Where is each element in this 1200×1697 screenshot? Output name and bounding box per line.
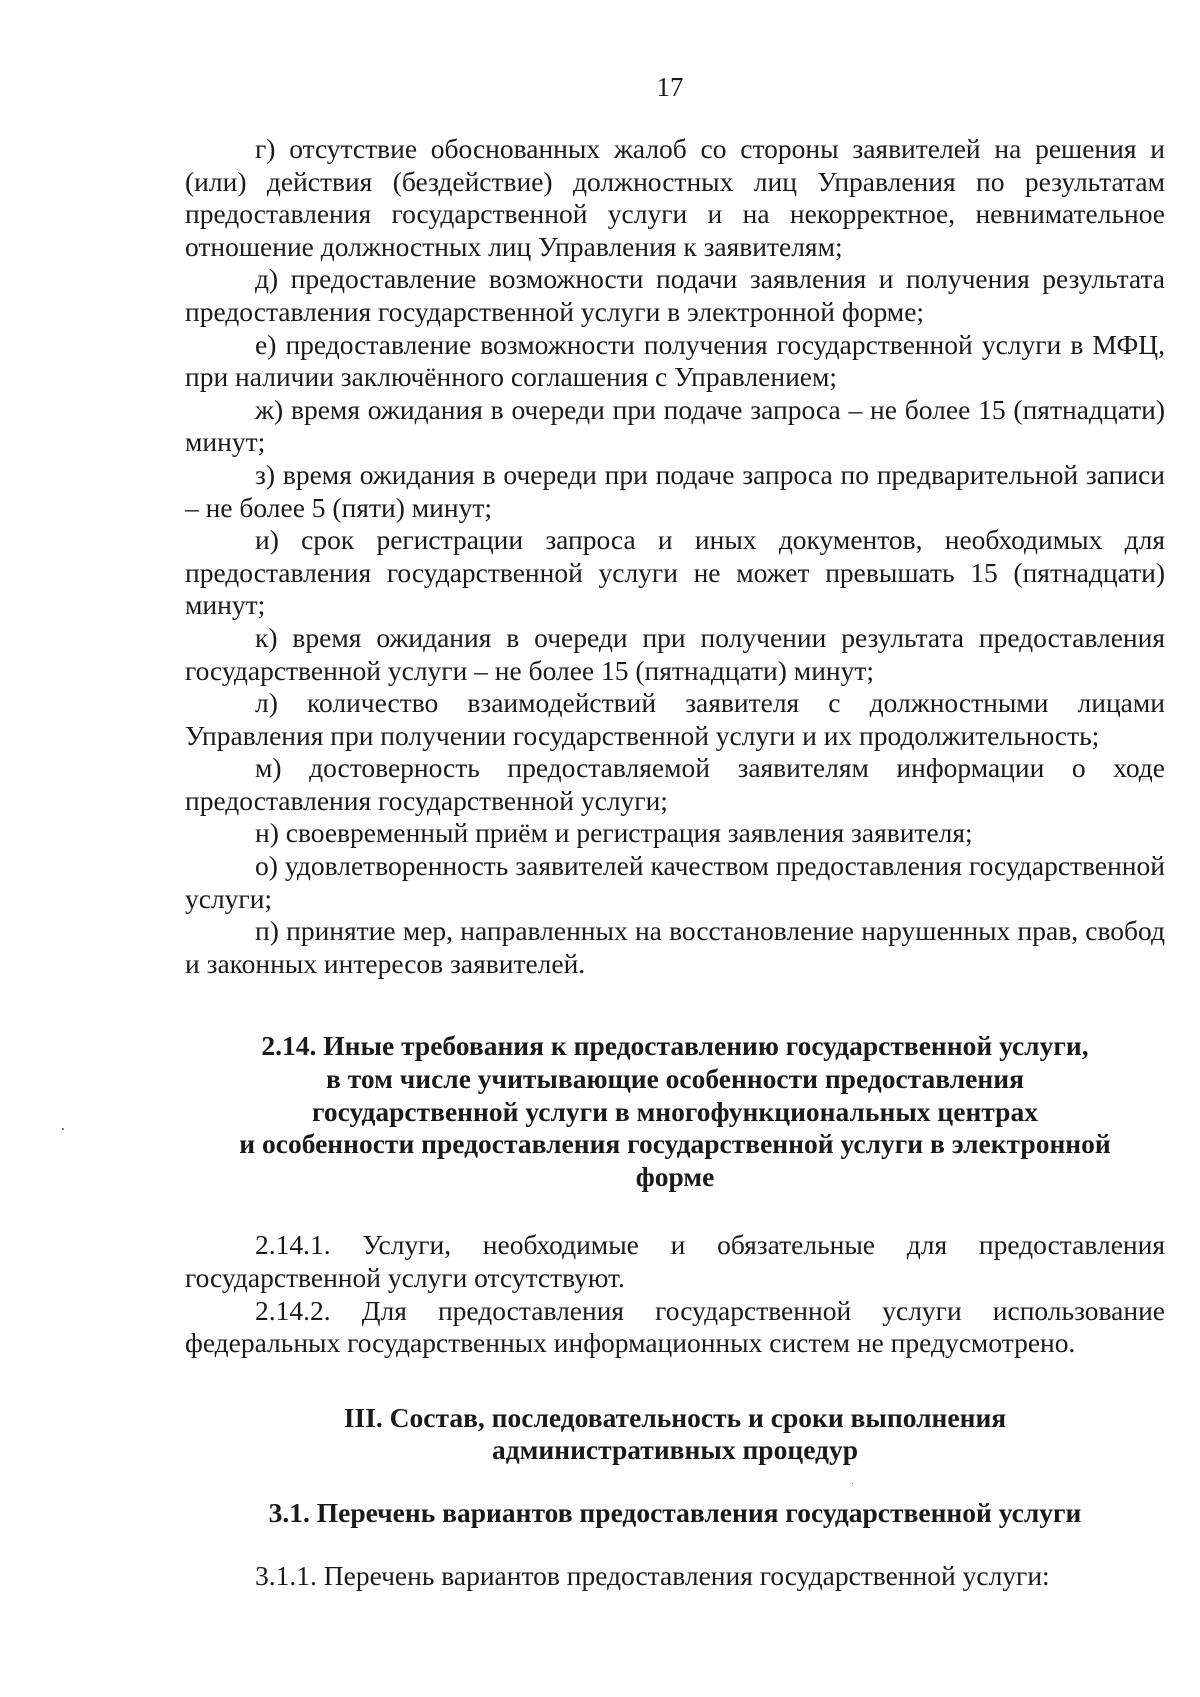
list-item-o: о) удовлетворенность заявителей качеством предоставления государственной услуги; bbox=[185, 850, 1165, 914]
scan-speck bbox=[852, 1483, 853, 1484]
section-heading-2-14 bbox=[185, 1030, 1165, 1193]
list-item-i: и) срок регистрации запроса и иных документов, необходимых для предоставления государственной услуги не может превышать 15 (пятнадцати) минут; bbox=[185, 524, 1165, 621]
list-item-g: г) отсутствие обоснованных жалоб со стороны заявителей на решения и (или) действия (бездействие) должностных лиц Управления по результатам предоставления государственной услуги и на некорректное, невнимательное отношение должностных лиц Управления к заявителям; bbox=[185, 133, 1165, 262]
page-number: 17 bbox=[656, 72, 684, 102]
list-item-l: л) количество взаимодействий заявителя с должностными лицами Управления при получении государственной услуги и их продолжительность; bbox=[185, 687, 1165, 751]
paragraph-2-14-2: 2.14.2. Для предоставления государственной услуги использование федеральных государственных информационных систем не предусмотрено. bbox=[185, 1294, 1165, 1359]
heading-line: административных процедур bbox=[492, 1434, 858, 1466]
section-heading-3-1: 3.1. Перечень вариантов предоставления государственной услуги bbox=[268, 1496, 1082, 1528]
heading-line: III. Состав, последовательность и сроки выполнения bbox=[343, 1401, 1007, 1433]
paragraph-2-14-1: 2.14.1. Услуги, необходимые и обязательные для предоставления государственной услуги отсутствуют. bbox=[185, 1229, 1165, 1293]
scan-speck bbox=[62, 1128, 64, 1130]
list-item-z: з) время ожидания в очереди при подаче запроса по предварительной записи – не более 5 (пяти) минут; bbox=[185, 458, 1165, 523]
heading-line: в том числе учитывающие особенности предоставления bbox=[326, 1063, 1024, 1095]
heading-line: и особенности предоставления государственной услуги в электронной bbox=[239, 1128, 1111, 1160]
heading-line: 2.14. Иные требования к предоставлению государственной услуги, bbox=[261, 1030, 1089, 1062]
document-body bbox=[185, 133, 1165, 1592]
list-item-k: к) время ожидания в очереди при получении результата предоставления государственной услуги – не более 15 (пятнадцати) минут; bbox=[185, 621, 1165, 686]
heading-line: форме bbox=[635, 1160, 715, 1192]
list-item-n: н) своевременный приём и регистрация заявления заявителя; bbox=[255, 817, 973, 849]
paragraph-3-1-1: 3.1.1. Перечень вариантов предоставления государственной услуги: bbox=[255, 1559, 1050, 1591]
list-item-m: м) достоверность предоставляемой заявителям информации о ходе предоставления государственной услуги; bbox=[185, 752, 1165, 816]
list-item-e: е) предоставление возможности получения государственной услуги в МФЦ, при наличии заключённого соглашения с Управлением; bbox=[185, 328, 1165, 393]
heading-line: государственной услуги в многофункциональных центрах bbox=[312, 1095, 1038, 1127]
list-item-d: д) предоставление возможности подачи заявления и получения результата предоставления государственной услуги в электронной форме; bbox=[185, 263, 1165, 327]
list-item-zh: ж) время ожидания в очереди при подаче запроса – не более 15 (пятнадцати) минут; bbox=[185, 393, 1165, 458]
section-heading-3 bbox=[185, 1402, 1165, 1467]
list-item-p: п) принятие мер, направленных на восстановление нарушенных прав, свобод и законных интересов заявителей. bbox=[185, 915, 1165, 979]
